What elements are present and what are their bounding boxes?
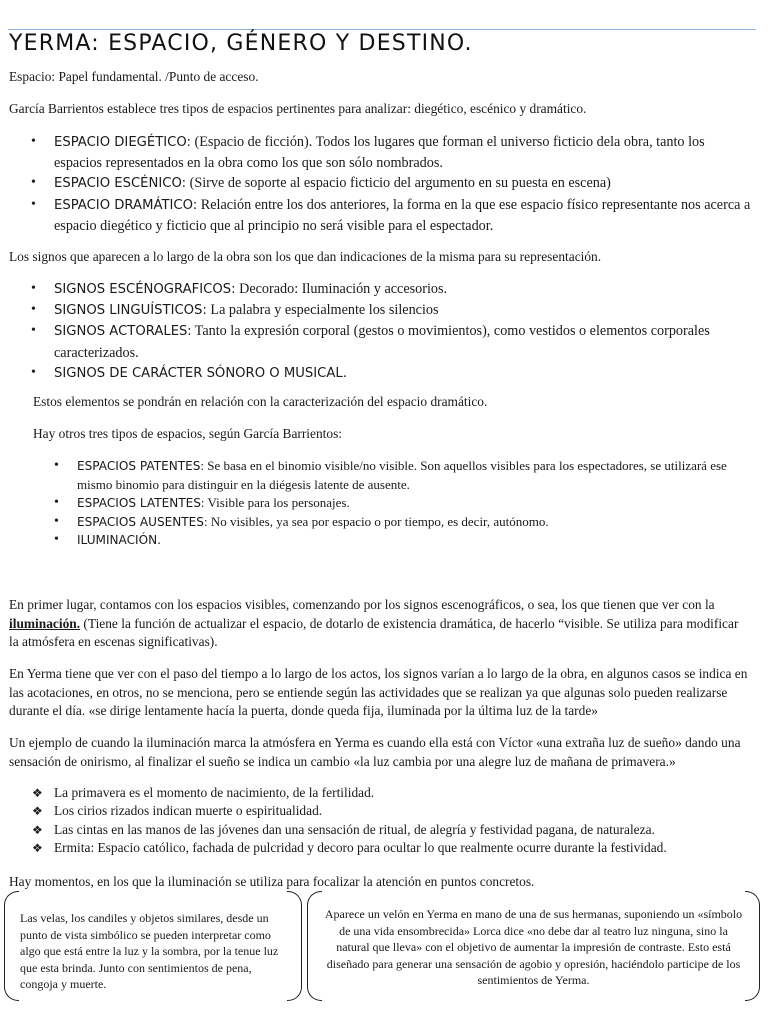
espacios-list bbox=[31, 132, 754, 236]
paragraph-focalizar: Hay momentos, en los que la iluminación se utiliza para focalizar la atención en puntos concretos. bbox=[9, 874, 535, 889]
list-item: • ESPACIO ESCÉNICO: (Sirve de soporte al espacio ficticio del argumento en su puesta en escena) bbox=[54, 173, 754, 194]
top-rule bbox=[8, 29, 756, 30]
paragraph-ejemplo-victor: Un ejemplo de cuando la iluminación marca la atmósfera en Yerma es cuando ella está con Víctor «una extraña luz de sueño» dando una sensación de onirismo, al finalizar el sueño se indica un cambio «la luz cambia por una alegre luz de mañana de primavera.» bbox=[9, 735, 741, 769]
paragraph-yerma-tiempo: En Yerma tiene que ver con el paso del tiempo a lo largo de los actos, los signos varían a lo largo de la obra, en algunos casos se indica en las acotaciones, en otros, no se menciona, pero se entiende según las actividades que se realizan ya que algunas solo pueden realizarse durante el día. «se dirige lentamente hacía la puerta, donde queda fija, iluminada por la última luz de la tarde» bbox=[9, 666, 748, 719]
page-title: YERMA: ESPACIO, GÉNERO Y DESTINO. bbox=[9, 31, 473, 56]
bullet-icon: • bbox=[54, 513, 59, 529]
list-item: ❖ Ermita: Espacio católico, fachada de pulcridad y decoro para ocultar lo que realmente ocurre durante la festividad. bbox=[54, 839, 754, 857]
list-item: • SIGNOS ACTORALES: Tanto la expresión corporal (gestos o movimientos), como vestidos o elementos corporales caracterizados. bbox=[31, 323, 710, 361]
paragraph-signos: Los signos que aparecen a lo largo de la obra son los que dan indicaciones de la misma para su representación. bbox=[9, 249, 602, 264]
emphasis-iluminacion: iluminación. bbox=[9, 615, 81, 631]
left-bracket bbox=[4, 891, 19, 1001]
bracket-box-velon bbox=[307, 891, 760, 1001]
bullet-icon: • bbox=[54, 458, 59, 473]
list-item: • ESPACIOS LATENTES: Visible para los personajes. bbox=[77, 494, 757, 513]
bracket-box-velas bbox=[4, 891, 302, 1001]
tipos-espacios-list bbox=[54, 457, 757, 550]
bullet-icon: • bbox=[31, 302, 36, 318]
right-bracket bbox=[745, 891, 760, 1001]
paragraph-elementos: Estos elementos se pondrán en relación con la caracterización del espacio dramático. bbox=[33, 394, 488, 409]
diamond-bullet-icon: ❖ bbox=[32, 786, 43, 800]
right-bracket bbox=[287, 891, 302, 1001]
list-item: • ESPACIOS PATENTES: Se basa en el binomio visible/no visible. Son aquellos visibles para los espectadores, se utilizará ese mismo binomio para distinguir en la diégesis latente de ausente. bbox=[54, 458, 727, 492]
list-item: ❖ Los cirios rizados indican muerte o espiritualidad. bbox=[54, 802, 754, 820]
list-item: • SIGNOS ESCÉNOGRAFICOS: Decorado: Iluminación y accesorios. bbox=[54, 279, 754, 300]
list-item: • ILUMINACIÓN. bbox=[77, 531, 757, 550]
paragraph-otros-espacios: Hay otros tres tipos de espacios, según García Barrientos: bbox=[33, 426, 343, 441]
bullet-icon: • bbox=[31, 196, 36, 212]
diamond-bullet-icon: ❖ bbox=[32, 804, 43, 819]
diamond-bullet-icon: ❖ bbox=[32, 841, 43, 856]
list-item: • ESPACIO DIEGÉTICO: (Espacio de ficción). Todos los lugares que forman el universo ficticio dela obra, tanto los espacios representados en la obra como los que son sólo nombrados. bbox=[31, 134, 705, 172]
paragraph-espacio: Espacio: Papel fundamental. /Punto de acceso. bbox=[9, 69, 259, 84]
list-item: • ESPACIOS AUSENTES: No visibles, ya sea por espacio o por tiempo, es decir, autónomo. bbox=[77, 513, 757, 532]
simbolos-list bbox=[32, 784, 754, 858]
box-text: Las velas, los candiles y objetos similares, desde un punto de vista simbólico se pueden interpretar como algo que está entre la luz y la sombra, por la tenue luz que esta brinda. Junto con sentimientos de pena, congoja y muerte. bbox=[20, 911, 279, 992]
left-bracket bbox=[307, 891, 322, 1001]
paragraph-garcia-barrientos: García Barrientos establece tres tipos de espacios pertinentes para analizar: diegético, escénico y dramático. bbox=[9, 101, 587, 116]
signos-list bbox=[31, 279, 754, 384]
bullet-icon: • bbox=[31, 323, 36, 339]
bullet-icon: • bbox=[54, 495, 59, 511]
paragraph-iluminacion: En primer lugar, contamos con los espacios visibles, comenzando por los signos escenográficos, o sea, los que tienen que ver con la iluminación. (Tiene la función de actualizar el espacio, de dotarlo de existencia dramática, de hacerlo “visible. Se utiliza para modificar la atmósfera en escenas significativas). bbox=[9, 597, 739, 650]
list-item: • SIGNOS LINGUÍSTICOS: La palabra y especialmente los silencios bbox=[54, 300, 754, 321]
list-item: ❖ La primavera es el momento de nacimiento, de la fertilidad. bbox=[54, 784, 754, 802]
list-item: • ESPACIO DRAMÁTICO: Relación entre los dos anteriores, la forma en la que ese espacio físico representante nos acerca a espacio diegético y ficticio que al principio no será visible para el espectador. bbox=[31, 196, 751, 234]
bullet-icon: • bbox=[31, 134, 36, 149]
bullet-icon: • bbox=[31, 281, 36, 296]
box-text: Aparece un velón en Yerma en mano de una de sus hermanas, suponiendo un «símbolo de una vida ensombrecida» Lorca dice «no debe dar al teatro luz ninguna, sino la natural que lleva» con el objetivo de aumentar la impresión de contraste. Esto está diseñado para generar una sensación de agobio y opresión, haciéndolo participe de los sentimientos de Yerma. bbox=[324, 907, 743, 988]
bullet-icon: • bbox=[31, 175, 36, 191]
bullet-icon: • bbox=[31, 364, 36, 380]
diamond-bullet-icon: ❖ bbox=[32, 822, 43, 837]
list-item: • SIGNOS DE CARÁCTER SÓNORO O MUSICAL. bbox=[54, 363, 754, 384]
bullet-icon: • bbox=[54, 532, 59, 548]
list-item: ❖ Las cintas en las manos de las jóvenes dan una sensación de ritual, de alegría y festividad pagana, de naturaleza. bbox=[54, 821, 754, 839]
